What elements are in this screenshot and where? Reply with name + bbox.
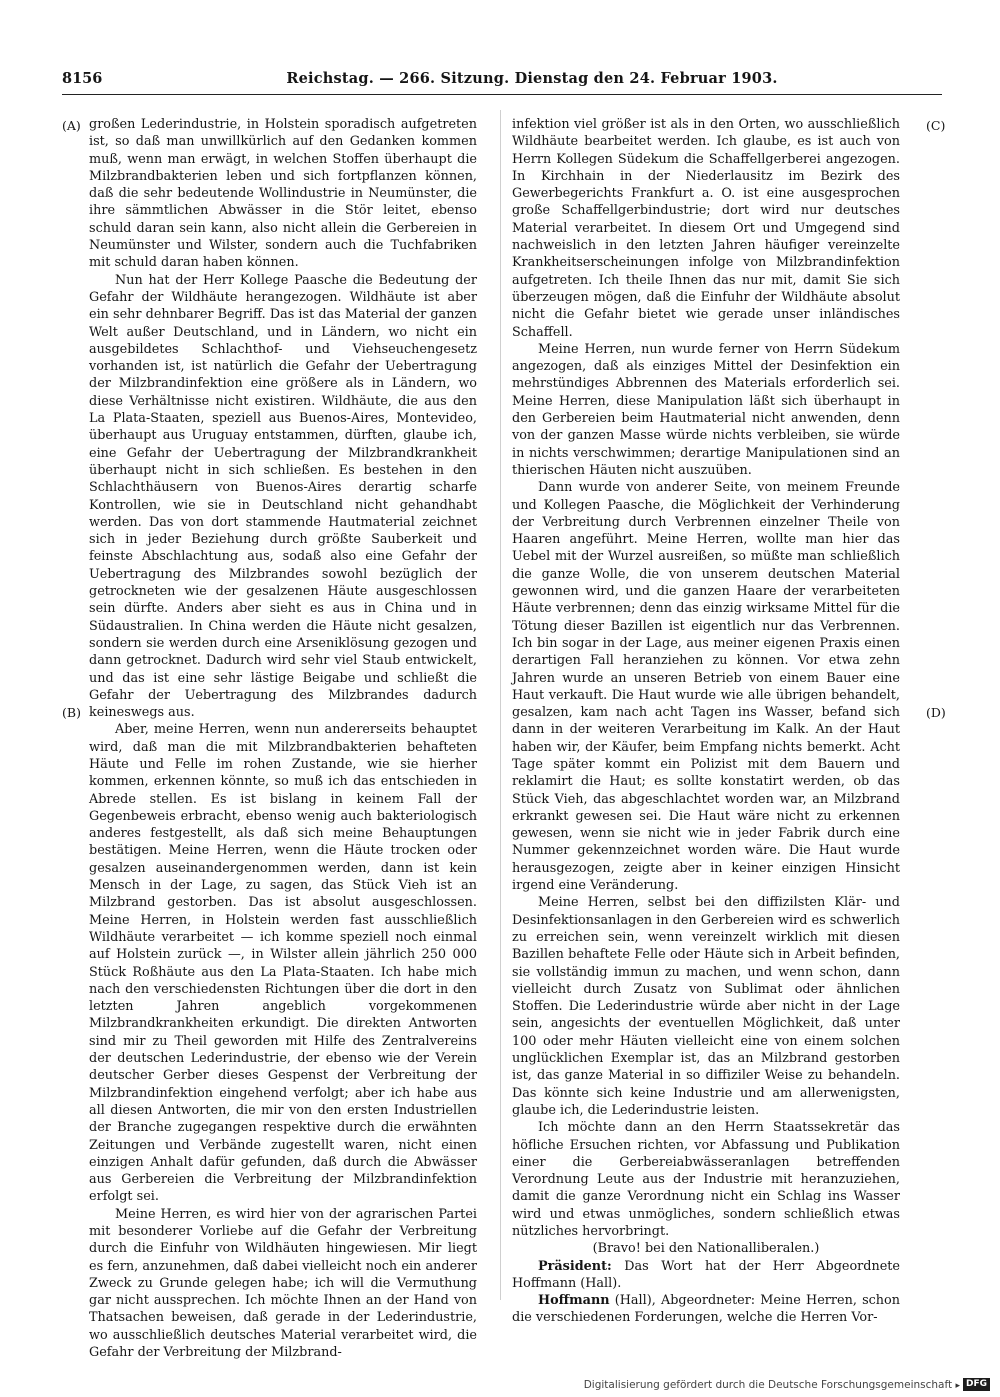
left-paragraph-1: großen Lederindustrie, in Holstein sporadisch aufgetreten ist, so daß man unwillkürlich auf den Gedanken kommen muß, wenn man erwägt, in welchen Stoffen überhaupt die Milzbrandbakterien leben und sich fortpflanzen können, daß die sehr bedeutende Wollindustrie in Neumünster, die ihre sämmtlichen Abwässer in die Stör leitet, ebenso schuld daran sein kann, also nicht allein die Gerbereien in Neumünster und Wilster, sondern auch die Tuchfabriken mit schuld daran haben können.: [89, 117, 477, 271]
marker-d: (D): [926, 705, 946, 720]
header-rule: [62, 94, 942, 95]
left-column: [89, 116, 477, 1361]
left-paragraph-3: Aber, meine Herren, wenn nun andererseits behauptet wird, daß man die mit Milzbrandbakterien behafteten Häute und Felle im rohen Zustande, wie sie hierher kommen, erkennen könnte, so muß ich das entschieden in Abrede stellen. Es ist bislang in keinem Fall der Gegenbeweis erbracht, ebenso wenig auch bakteriologisch anderes festgestellt, als daß sich meine Behauptungen bestätigen. Meine Herren, wenn die Häute trocken oder gesalzen auseinandergenommen werden, dann ist kein Mensch in der Lage, zu sagen, das Stück Vieh ist an Milzbrand gestorben. Das ist absolut ausgeschlossen. Meine Herren, in Holstein werden fast ausschließlich Wildhäute verarbeitet — ich komme speziell noch einmal auf Holstein zurück —, in Wilster allein jährlich 250 000 Stück Roßhäute aus den La Plata-Staaten. Ich habe mich nach den verschiedensten Richtungen über die dort in den letzten Jahren angeblich vorgekommenen Milzbrandkrankheiten erkundigt. Die direkten Antworten sind mir zu Theil geworden mit Hilfe des Zentralvereins der deutschen Lederindustrie, der ebenso wie der Verein deutscher Gerber dieses Gespenst der Verbreitung der Milzbrandinfektion eingehend verfolgt; aber ich habe aus all diesen Antworten, die mir von den ersten Industriellen der Branche zugegangen respektive durch die erwähnten Zeitungen und Verbände zugestellt waren, nicht einen einzigen Anhalt dafür gefunden, daß durch die Abwässer aus Gerbereien die Verbreitung der Milzbrandinfektion erfolgt sei.: [89, 722, 477, 1205]
president-statement: [512, 1258, 900, 1293]
hoffmann-statement: [512, 1292, 900, 1327]
page-number: 8156: [62, 70, 103, 87]
footer-credit: [560, 1378, 990, 1392]
dfg-logo-icon: DFG: [963, 1378, 990, 1391]
speaker-president: Präsident:: [538, 1258, 612, 1274]
right-paragraph-1: infektion viel größer ist als in den Orten, wo ausschließlich Wildhäute bearbeitet werden. Ich glaube, es ist auch von Herrn Kollegen Südekum die Schaffellgerberei angezogen. In Kirchhain in der Niederlausitz im Bezirk des Gewerbegerichts Frankfurt a. O. ist eine ausgesprochen große Schaffellgerbindustrie; dort wird nur deutsches Material verarbeitet. In diesem Ort und Umgegend sind nachweislich in den letzten Jahren häufiger vereinzelte Krankheitserscheinungen infolge von Milzbrandinfektion aufgetreten. Ich theile Ihnen das nur mit, damit Sie sich überzeugen mögen, daß die Einfuhr der Wildhäute absolut nicht die Gefahr bietet wie gerade unser inländisches Schaffell.: [512, 117, 900, 340]
footer-text: Digitalisierung gefördert durch die Deutsche Forschungsgemeinschaft: [583, 1379, 953, 1391]
marker-b: (B): [62, 705, 81, 720]
interjection: (Bravo! bei den Nationalliberalen.): [592, 1241, 820, 1257]
left-paragraph-4: Meine Herren, es wird hier von der agrarischen Partei mit besonderer Vorliebe auf die Gefahr der Verbreitung durch die Einfuhr von Wildhäuten hingewiesen. Mir liegt es fern, anzunehmen, daß dabei vielleicht noch ein anderer Zweck zu Grunde gelegen habe; ich will die Vermuthung gar nicht aussprechen. Ich möchte Ihnen an der Hand von Thatsachen beweisen, daß gerade in der Lederindustrie, wo ausschließlich deutsches Material verarbeitet wird, die Gefahr der Verbreitung der Milzbrand-: [89, 1206, 477, 1361]
right-paragraph-2: Meine Herren, nun wurde ferner von Herrn Südekum angezogen, daß als einziges Mittel der Desinfektion ein mehrstündiges Abbrennen des Materials erforderlich sei. Meine Herren, diese Manipulation läßt sich überhaupt in den Gerbereien beim Hautmaterial nicht anwenden, denn von der ganzen Masse würde nichts verbleiben, sie würde in nichts verschwimmen; derartige Manipulationen sind an thierischen Häuten nicht auszuüben.: [512, 341, 900, 478]
hoffmann-text: (Hall), Abgeordneter: Meine Herren, schon die verschiedenen Forderungen, welche die Herren Vor-: [512, 1293, 900, 1326]
right-paragraph-4: Meine Herren, selbst bei den diffizilsten Klär- und Desinfektionsanlagen in den Gerbereien wird es schwerlich zu erreichen sein, wenn vereinzelt wirklich mit diesen Bazillen behaftete Felle oder Häute sich in Arbeit befinden, sie vollständig immun zu machen, und wenn schon, dann vielleicht durch Zusatz von Sublimat oder ähnlichen Stoffen. Die Lederindustrie würde aber nicht in der Lage sein, angesichts der eventuellen Möglichkeit, daß unter 100 oder mehr Häuten vielleicht eine von einem solchen unglücklichen Exemplar ist, das an Milzbrand gestorben ist, das ganze Material in so diffiziler Weise zu behandeln. Das könnte sich keine Industrie und am allerwenigsten, glaube ich, die Lederindustrie leisten.: [512, 895, 900, 1118]
column-divider: [500, 110, 501, 1300]
marker-a: (A): [62, 118, 81, 133]
page-title: Reichstag. — 266. Sitzung. Dienstag den 24. Februar 1903.: [286, 70, 778, 87]
right-column: [512, 116, 900, 1327]
left-paragraph-2: Nun hat der Herr Kollege Paasche die Bedeutung der Gefahr der Wildhäute herangezogen. Wildhäute ist aber ein sehr dehnbarer Begriff. Das ist das Material der ganzen Welt außer Deutschland, und in Ländern, wo nicht ein ausgebildetes Schlachthof- und Viehseuchengesetz vorhanden ist, ist natürlich die Gefahr der Uebertragung der Milzbrandinfektion eine größere als in Ländern, wo diese Verhältnisse nicht existiren. Wildhäute, die aus den La Plata-Staaten, speziell aus Buenos-Aires, Montevideo, überhaupt aus Uruguay entstammen, dürften, glaube ich, eine Gefahr der Uebertragung der Milzbrandkrankheit überhaupt nicht in sich schließen. Es bestehen in den Schlachthäusern von Buenos-Aires derartig scharfe Kontrollen, wie sie in Deutschland nicht gehandhabt werden. Das von dort stammende Hautmaterial zeichnet sich in jeder Beziehung durch größte Sauberkeit und feinste Abschlachtung aus, sodaß also eine Gefahr der Uebertragung des Milzbrandes sowohl bezüglich der getrockneten wie der gesalzenen Häute ausgeschlossen sein dürfte. Anders aber sieht es aus in China und in Südaustralien. In China werden die Häute nicht gesalzen, sondern sie werden durch eine Arseniklösung gezogen und dann getrocknet. Dadurch wird sehr viel Staub entwickelt, und das ist eine sehr lästige Beigabe und schließt die Gefahr der Uebertragung des Milzbrandes dadurch keineswegs aus.: [89, 272, 477, 721]
president-text: Das Wort hat der Herr Abgeordnete Hoffmann (Hall).: [512, 1258, 900, 1291]
right-paragraph-5: Ich möchte dann an den Herrn Staatssekretär das höfliche Ersuchen richten, vor Abfassung und Publikation einer die Gerbereiabwässeranlagen betreffenden Verordnung Leute aus der Industrie mit heranzuziehen, damit die ganze Verordnung nicht ein Schlag ins Wasser wird und etwas unmögliches, sondern schließlich etwas nützliches hervorbringt.: [512, 1120, 900, 1239]
arrow-icon: ▸: [955, 1381, 960, 1391]
page-header: [62, 66, 942, 92]
speaker-hoffmann: Hoffmann: [538, 1293, 610, 1309]
marker-c: (C): [926, 118, 946, 133]
right-paragraph-3: Dann wurde von anderer Seite, von meinem Freunde und Kollegen Paasche, die Möglichkeit der Verhinderung der Verbreitung durch Verbrennen einzelner Theile von Haaren angeführt. Meine Herren, wollte man hier das Uebel mit der Wurzel ausreißen, so müßte man schließlich die ganze Wolle, die von unserem deutschen Material gewonnen wird, und die ganzen Haare der verarbeiteten Häute verbrennen; denn das einzig wirksame Mittel für die Tötung dieser Bazillen ist eigentlich nur das Verbrennen. Ich bin sogar in der Lage, aus meiner eigenen Praxis einen derartigen Fall heranziehen zu können. Vor etwa zehn Jahren wurde an unseren Betrieb von einem Bauer eine Haut verkauft. Die Haut wurde wie alle übrigen behandelt, gesalzen, kam nach acht Tagen ins Wasser, befand sich dann in der weiteren Verarbeitung im Kalk. An der Haut haben wir, der Käufer, beim Empfang nichts bemerkt. Acht Tage später kommt ein Polizist mit dem Bauern und reklamirt die Haut; es sollte konstatirt werden, ob das Stück Vieh, das abgeschlachtet worden war, an Milzbrand erkrankt gewesen sei. Die Haut wäre nicht zu erkennen gewesen, wenn sie nicht wie in jeder Fabrik durch eine Nummer gekennzeichnet worden wäre. Die Haut wurde herausgezogen, zeigte aber in keiner einzigen Hinsicht irgend eine Veränderung.: [512, 480, 900, 894]
